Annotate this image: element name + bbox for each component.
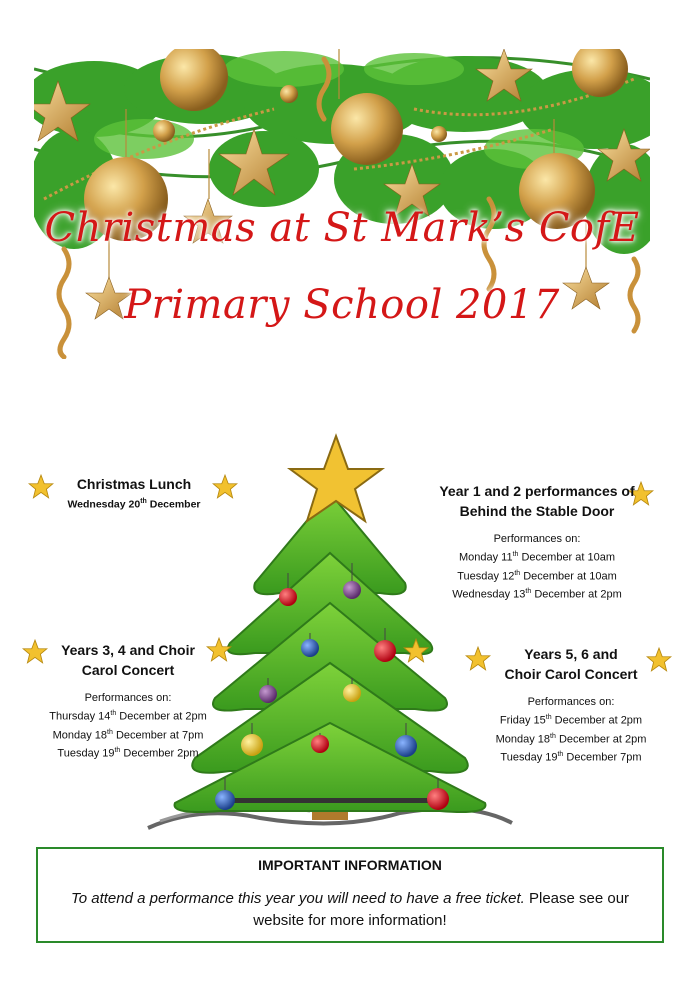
- page-title-line-2: Primary School 2017: [124, 282, 560, 328]
- year-5-6-heading-line-2: Choir Carol Concert: [504, 666, 638, 682]
- performance-date: Tuesday 19th December 2pm: [57, 747, 199, 760]
- performances-label: Performances on:: [84, 692, 172, 704]
- performance-date: Monday 18th December at 7pm: [52, 728, 204, 742]
- year-1-2-section: [428, 481, 646, 603]
- important-information-box: [36, 847, 664, 943]
- performance-date: Wednesday 13th December at 2pm: [452, 588, 622, 601]
- performances-label: Performances on:: [527, 696, 615, 708]
- star-icon: [212, 474, 238, 500]
- year-1-2-heading-line-1: Year 1 and 2 performances of: [439, 483, 635, 499]
- year-3-4-section: [44, 640, 212, 762]
- important-information-body: [38, 888, 662, 932]
- performance-date: Friday 15th December at 2pm: [499, 714, 643, 727]
- performance-date: Tuesday 19th December 7pm: [500, 751, 642, 764]
- performance-date: Thursday 14th December at 2pm: [49, 710, 207, 723]
- performances-label: Performances on:: [493, 533, 581, 545]
- performance-date: Monday 18th December at 2pm: [495, 732, 647, 746]
- christmas-lunch-date: Wednesday 20th December: [67, 498, 201, 511]
- year-3-4-heading-line-1: Years 3, 4 and Choir: [61, 642, 195, 658]
- year-5-6-section: [490, 644, 652, 766]
- performance-date: Tuesday 12th December at 10am: [457, 569, 617, 583]
- year-1-2-heading-line-2: Behind the Stable Door: [459, 503, 615, 519]
- year-5-6-heading-line-1: Years 5, 6 and: [524, 646, 618, 662]
- website-notice: Please see our website for more information!: [253, 890, 630, 929]
- christmas-lunch-section: [60, 474, 208, 513]
- important-information-heading: IMPORTANT INFORMATION: [258, 857, 442, 873]
- year-3-4-heading-line-2: Carol Concert: [81, 662, 175, 678]
- star-icon: [403, 638, 429, 664]
- star-icon: [28, 474, 54, 500]
- christmas-lunch-heading: Christmas Lunch: [76, 476, 192, 492]
- performance-date: Monday 11th December at 10am: [458, 551, 616, 564]
- page-title-line-1: Christmas at St Mark’s CofE: [44, 205, 640, 251]
- ticket-notice: To attend a performance this year you will need to have a free ticket.: [70, 890, 525, 907]
- star-icon: [465, 646, 491, 672]
